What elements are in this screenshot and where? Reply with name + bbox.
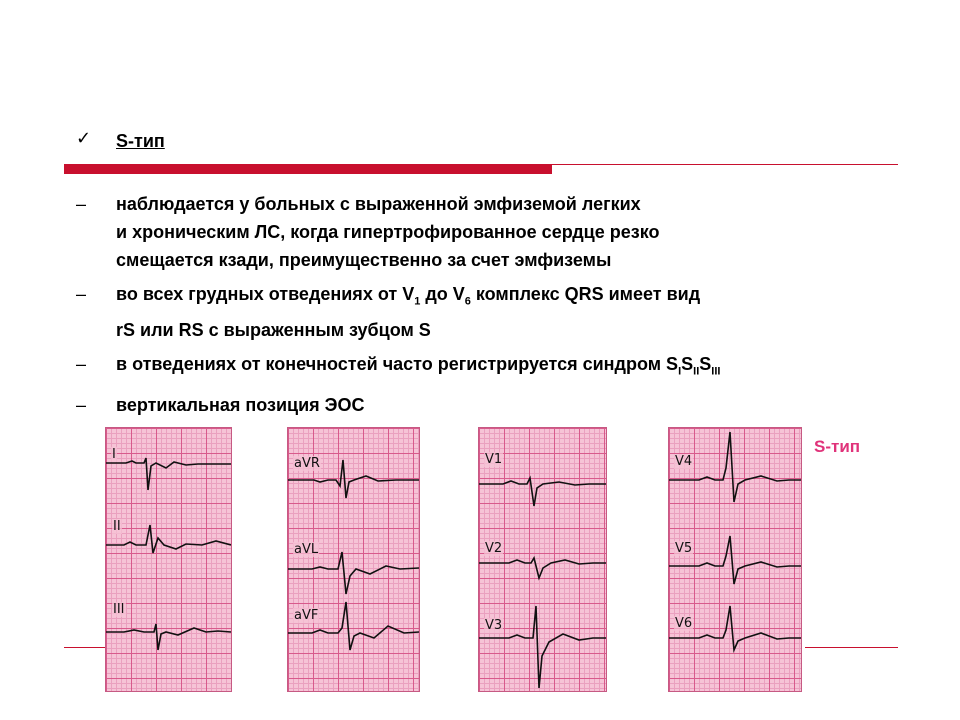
lead-label: III [113, 602, 125, 617]
slide-heading: S-тип [116, 131, 165, 151]
bullet-text: S [681, 353, 694, 374]
ecg-trace [106, 428, 231, 691]
lead-label: II [113, 519, 121, 534]
bottom-rule-right [805, 647, 898, 648]
bullet-dash: – [76, 284, 87, 304]
ecg-strip-limb-i-ii-iii [105, 427, 232, 692]
lead-label: aVR [294, 456, 320, 471]
ecg-strip-chest-v1-v3 [478, 427, 607, 692]
bullet-emphysema [76, 190, 916, 274]
bullet-text: комплекс QRS имеет вид [470, 284, 701, 304]
subscript: 6 [464, 295, 471, 308]
bullet-dash: – [76, 395, 87, 416]
bullet-axis [76, 391, 916, 419]
bullet-list [76, 190, 916, 425]
bullet-text: вертикальная позиция ЭОС [116, 395, 365, 416]
bullet-chest-leads [76, 280, 916, 344]
lead-label: aVL [294, 542, 319, 557]
ecg-strip-chest-v4-v6 [668, 427, 802, 692]
lead-label: V1 [485, 452, 503, 467]
title-rule-thin [552, 164, 898, 165]
bullet-text: до V [420, 284, 465, 304]
subscript: III [711, 365, 721, 378]
bullet-text: в отведениях от конечностей часто регистрируется синдром S [116, 353, 679, 374]
lead-label: V4 [675, 454, 693, 469]
subscript: I [678, 365, 682, 378]
bullet-dash: – [76, 194, 87, 214]
bullet-dash: – [76, 353, 87, 374]
title-rule-thick [64, 164, 552, 174]
ecg-trace [479, 428, 606, 691]
ecg-strip-limb-avr-avl-avf [287, 427, 420, 692]
lead-label: V6 [675, 616, 693, 631]
bullet-text: во всех грудных отведениях от V [116, 284, 415, 304]
bullet-limb-leads [76, 350, 916, 386]
check-icon: ✓ [76, 128, 92, 149]
bullet-text: S [699, 353, 712, 374]
subscript: 1 [414, 295, 421, 308]
lead-label: V3 [485, 618, 503, 633]
lead-label: V2 [485, 541, 503, 556]
bullet-text: смещается кзади, преимущественно за счет эмфиземы [116, 250, 612, 270]
bottom-rule-left [64, 647, 105, 648]
lead-label: V5 [675, 541, 693, 556]
lead-label: I [112, 447, 116, 462]
bullet-text: и хроническим ЛС, когда гипертрофированное сердце резко [116, 222, 660, 242]
bullet-text: rS или RS с выраженным зубцом S [116, 319, 431, 340]
subscript: II [693, 365, 700, 378]
bullet-text: наблюдается у больных с выраженной эмфиземой легких [116, 194, 641, 214]
s-type-tag: S-тип [814, 437, 861, 456]
lead-label: aVF [294, 608, 319, 623]
